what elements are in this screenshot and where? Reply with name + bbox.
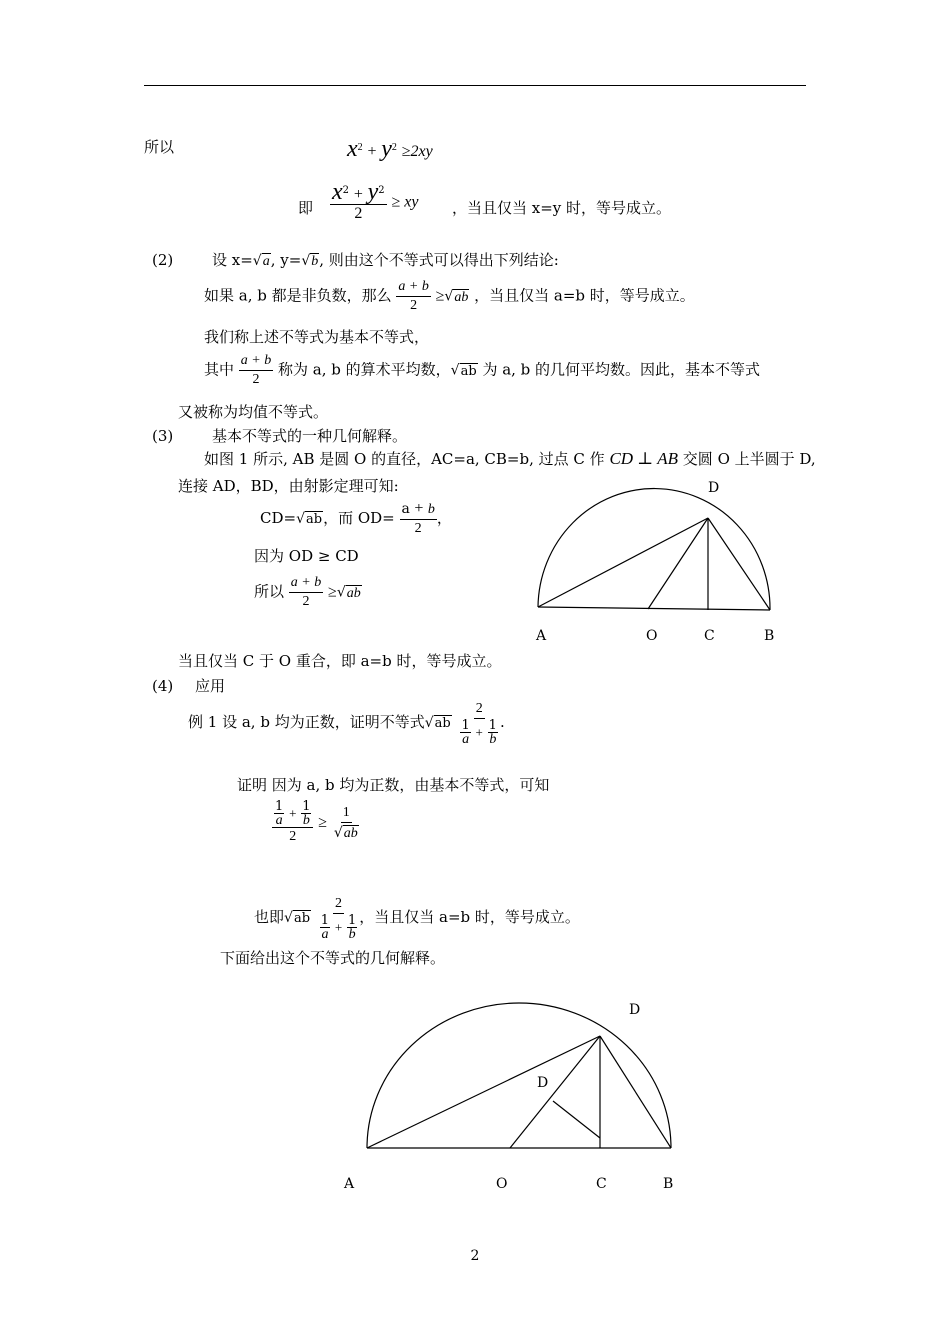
para-so: 所以 [144,138,175,156]
yeji-line: 也即√ab 2 $\frac{1}{a}$ + $\frac{1}{b}$ ，当且仅当 a=b 时，等号成立。 [254,896,580,942]
section-3-cd: CD=√ab，而 OD= $\frac{a + b}{2}$ ， [260,500,452,536]
header-rule [144,85,806,86]
section-2-line3: 我们称上述不等式为基本不等式， [204,328,430,346]
fig2-label-a: A [344,1176,355,1192]
section-2-line2: 如果 a, b 都是非负数，那么 $\frac{a + b}{2}$ ≥√ab ，当且仅当 a=b 时，等号成立。 [204,279,695,313]
proof-inequality: $\frac{1}{a}$ + $\frac{1}{b}$ 2 ≥ $\frac{1}{√ab}$ [272,800,361,846]
fig1-label-b: B [764,628,775,644]
fig1-diameter-ab [538,607,770,610]
fig1-label-c: C [704,628,715,644]
section-4-number: (4) [152,677,174,695]
section-2-line1: 设 x=√a, y=√b, 则由这个不等式可以得出下列结论: [212,251,559,269]
fig1-label-d: D [708,480,720,496]
para-ji: 即 [298,199,314,217]
section-3-od-ge-cd: 因为 OD ≥ CD [254,547,359,565]
fig1-label-o: O [646,628,658,644]
fig2-label-c: C [596,1176,607,1192]
fig2-label-b: B [663,1176,674,1192]
proof-line: 证明 因为 a, b 均为正数，由基本不等式，可知 [237,776,550,794]
example-1: 例 1 设 a, b 均为正数，证明不等式√ab 2 $\frac{1}{a}$ + $\frac{1}{b}$ . [188,701,505,747]
section-3-line2: 连接 AD，BD，由射影定理可知: [178,477,399,495]
fig2-line-ad [367,1036,600,1148]
eq-half: $\frac{x^2 + y^2}{2}$ ≥ xy [332,179,419,222]
section-2-line5: 又被称为均值不等式。 [178,403,329,421]
para-ji-tail: ，当且仅当 x=y 时，等号成立。 [452,199,672,217]
fig2-label-d-inner: D [537,1075,549,1091]
section-4-title: 应用 [195,677,226,695]
fig1-semicircle-arc [538,489,770,610]
fig2-perpendicular-foot [553,1101,600,1138]
fig2-line-od [510,1036,600,1148]
section-3-line1: 如图 1 所示, AB 是圆 O 的直径，AC=a, CB=b, 过点 C 作 CD ⊥ AB 交圆 O 上半圆于 D, [204,449,816,468]
figure-2 [330,990,700,1200]
fig2-line-bd [600,1036,671,1148]
section-3-number: (3) [152,427,174,445]
eq-x2-y2: $x^2 + y^2 \ge 2xy$ [347,136,433,162]
section-2-line4: 其中 $\frac{a + b}{2}$ 称为 a, b 的算术平均数，√ab 为 a, b 的几何平均数。因此，基本不等式 [204,353,761,387]
fig1-line-bd [708,518,770,610]
fig1-label-a: A [536,628,547,644]
figure-1 [520,470,790,650]
fig1-line-od [648,518,708,609]
section-2-number: (2) [152,251,174,269]
section-3-so: 所以 $\frac{a + b}{2}$ ≥√ab [254,575,361,609]
geometric-intro: 下面给出这个不等式的几何解释。 [220,949,446,967]
section-3-title: 基本不等式的一种几何解释。 [212,427,408,445]
page-number: 2 [470,1248,480,1264]
fig2-label-o: O [496,1176,508,1192]
fig2-label-d: D [629,1002,641,1018]
section-3-conclusion: 当且仅当 C 于 O 重合，即 a=b 时，等号成立。 [178,652,502,670]
fig1-line-ad [538,518,708,607]
